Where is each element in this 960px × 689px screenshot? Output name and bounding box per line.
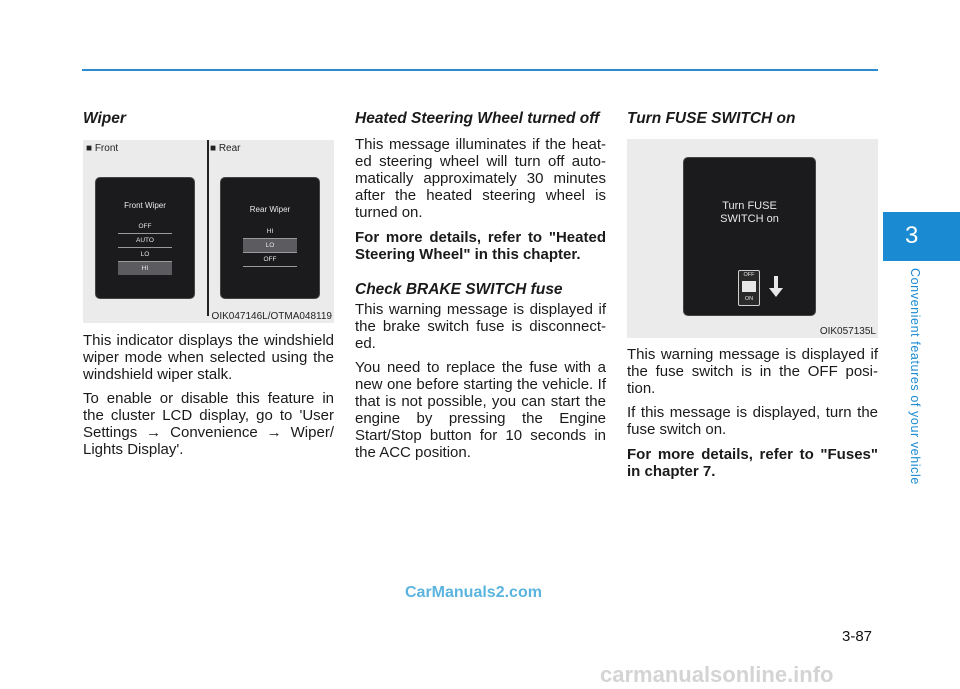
rear-label: ■ Rear <box>210 143 241 154</box>
chapter-title: Convenient features of your vehicle <box>908 268 922 485</box>
brake-heading: Check BRAKE SWITCH fuse <box>355 281 563 298</box>
fuse-heading: Turn FUSE SWITCH on <box>627 110 796 127</box>
fuse-switch-knob <box>742 281 756 292</box>
rear-wiper-title: Rear Wiper <box>249 205 291 214</box>
brake-paragraph-1: This warning message is displayed if the brake switch fuse is disconnect-ed. <box>355 301 606 352</box>
heated-paragraph-1: This message illuminates if the heat-ed steering wheel will turn off auto-matically approximately 30 minutes after the heated steering wheel is turned on. <box>355 136 606 221</box>
arrow-down-icon <box>768 276 784 298</box>
front-option-hi: HI <box>118 262 172 275</box>
chapter-tab <box>883 212 960 261</box>
heated-heading: Heated Steering Wheel turned off <box>355 110 600 127</box>
wiper-figure <box>83 140 334 323</box>
heated-paragraph-2: For more details, refer to "Heated Steering Wheel" in this chapter. <box>355 229 606 263</box>
fuse-switch-icon <box>738 270 760 306</box>
front-wiper-screen <box>96 178 194 298</box>
brake-paragraph-2: You need to replace the fuse with a new one before starting the vehicle. If that is not possible, you can start the engine by pressing the Engine Start/Stop button for 10 seconds in the ACC position. <box>355 359 606 461</box>
fuse-switch-off-label: OFF <box>743 272 755 278</box>
front-option-lo: LO <box>118 248 172 262</box>
rear-option-lo: LO <box>243 239 297 253</box>
front-option-off: OFF <box>118 220 172 234</box>
fuse-paragraph-1: This warning message is displayed if the fuse switch is in the OFF posi-tion. <box>627 346 878 397</box>
rear-wiper-screen <box>221 178 319 298</box>
fuse-screen-line-2: SWITCH on <box>720 213 779 225</box>
page-number: 3-87 <box>842 628 873 645</box>
rear-option-hi: HI <box>243 225 297 239</box>
wiper-section <box>83 110 334 458</box>
chapter-number: 3 <box>905 222 919 249</box>
fuse-figure-code: OIK057135L <box>819 326 876 337</box>
front-wiper-title: Front Wiper <box>124 201 166 210</box>
figure-divider <box>207 140 209 316</box>
watermark-bottom: carmanualsonline.info <box>600 662 834 687</box>
fuse-switch-section <box>627 110 878 480</box>
front-label: ■ Front <box>86 143 119 154</box>
fuse-figure <box>627 139 878 338</box>
top-rule <box>82 69 878 71</box>
fuse-switch-on-label: ON <box>744 296 754 302</box>
wiper-figure-code: OIK047146L/OTMA048119 <box>211 311 332 322</box>
wiper-heading: Wiper <box>83 110 126 127</box>
wiper-paragraph-1: This indicator displays the windshield wiper mode when selected using the windshield wiper stalk. <box>83 332 334 383</box>
rear-option-off: OFF <box>243 253 297 267</box>
fuse-paragraph-3: For more details, refer to "Fuses" in chapter 7. <box>627 446 878 480</box>
fuse-screen-line-1: Turn FUSE <box>722 200 777 212</box>
watermark-top[interactable]: CarManuals2.com <box>405 584 542 601</box>
wiper-paragraph-2: To enable or disable this feature in the cluster LCD display, go to 'User Settings → Convenience → Wiper/ Lights Display'. <box>83 390 334 458</box>
front-option-auto: AUTO <box>118 234 172 248</box>
fuse-paragraph-2: If this message is displayed, turn the fuse switch on. <box>627 404 878 438</box>
fuse-screen <box>684 158 815 315</box>
heated-steering-section <box>355 110 606 461</box>
